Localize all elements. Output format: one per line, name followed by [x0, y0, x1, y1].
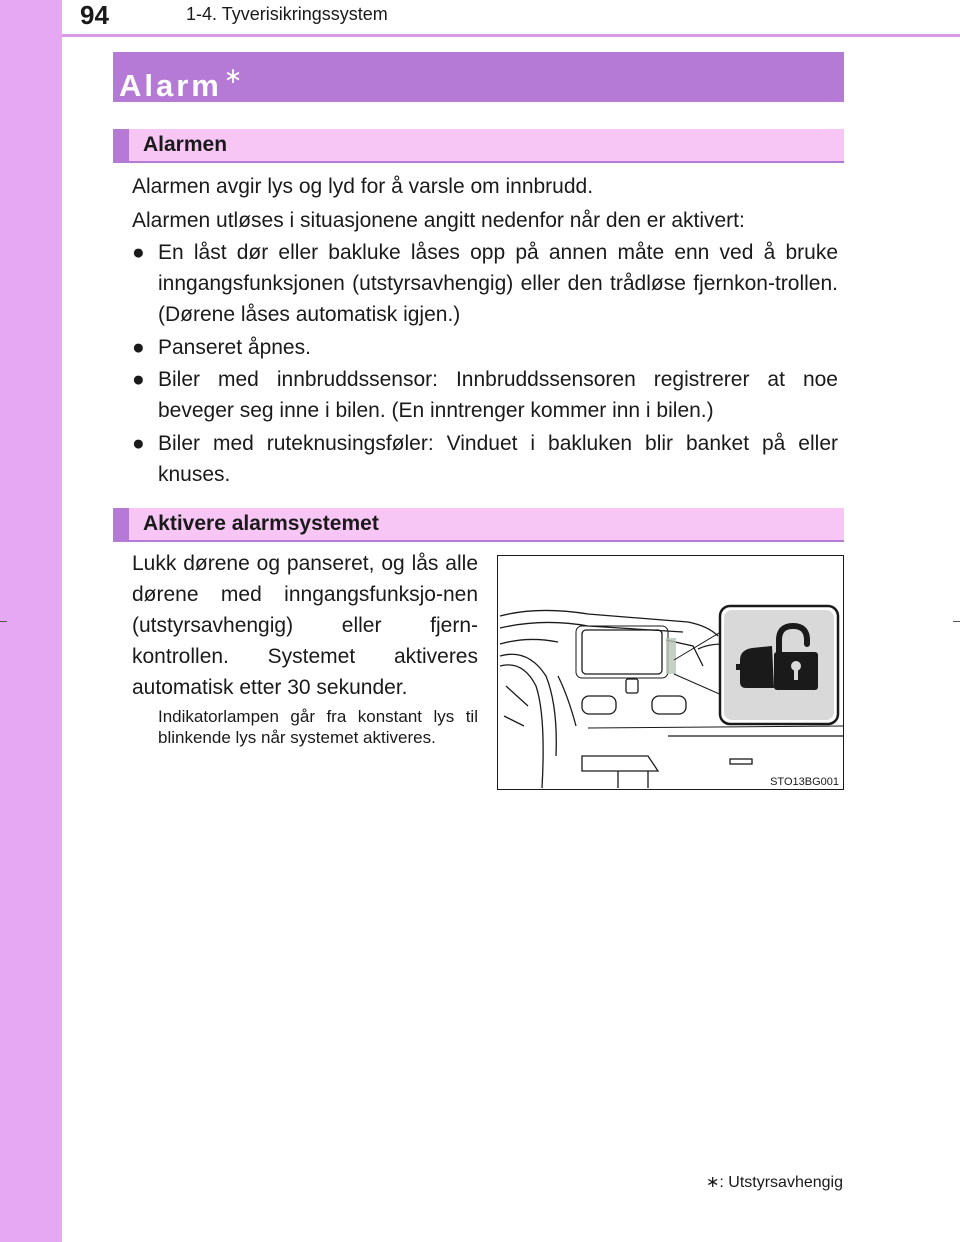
dashboard-drawing [498, 556, 843, 789]
section-heading-text: Alarmen [143, 133, 228, 156]
page-title [113, 52, 844, 102]
title-asterisk-icon: ∗ [223, 63, 243, 88]
crop-mark-right [953, 621, 960, 622]
list-item [132, 428, 838, 490]
intro-paragraph-2: Alarmen utløses i situasjonene angitt nedenfor når den er aktivert: [132, 209, 745, 232]
indicator-note: Indikatorlampen går fra konstant lys til blinkende lys når systemet aktiveres. [158, 707, 478, 747]
chapter-header: 1-4. Tyverisikringssystem [186, 4, 388, 24]
list-item [132, 237, 838, 330]
footnote-asterisk-icon: ∗ [705, 1174, 720, 1191]
bullet-icon: ● [132, 368, 145, 391]
list-item-text: Biler med ruteknusingsføler: Vinduet i bakluken blir banket på eller knuses. [158, 432, 838, 486]
figure-code: STO13BG001 [770, 776, 839, 788]
section-heading-aktivere [113, 508, 844, 542]
list-item-text: En låst dør eller bakluke låses opp på annen måte enn ved å bruke inngangsfunksjonen (utstyrsavhengig) eller den trådløse fjernkon-trollen. (Dørene låses automatisk igjen.) [158, 241, 838, 326]
activation-paragraph: Lukk dørene og panseret, og lås alle dørene med inngangsfunksjo-nen (utstyrsavhengig) eller fjern-kontrollen. Systemet aktiveres automatisk etter 30 sekunder. [132, 552, 478, 699]
bullet-icon: ● [132, 432, 145, 455]
list-item [132, 364, 838, 426]
page-title-text: Alarm [119, 68, 222, 103]
intro-paragraph: Alarmen avgir lys og lyd for å varsle om innbrudd. [132, 175, 594, 198]
bullet-icon: ● [132, 241, 145, 264]
footnote [706, 1172, 843, 1192]
section-heading-text: Aktivere alarmsystemet [143, 512, 379, 535]
dashboard-illustration [497, 555, 844, 790]
list-item-text: Biler med innbruddssensor: Innbruddssensoren registrerer at noe beveger seg inne i bilen. (En inntrenger kommer inn i bilen.) [158, 368, 838, 422]
crop-mark-left [0, 621, 7, 622]
side-color-strip [0, 0, 62, 1242]
section-heading-alarmen [113, 129, 844, 163]
header-divider [62, 34, 960, 37]
bullet-icon: ● [132, 336, 145, 359]
page-number: 94 [80, 0, 109, 30]
list-item [132, 332, 838, 363]
list-item-text: Panseret åpnes. [158, 336, 311, 359]
footnote-text: : Utstyrsavhengig [719, 1174, 843, 1191]
